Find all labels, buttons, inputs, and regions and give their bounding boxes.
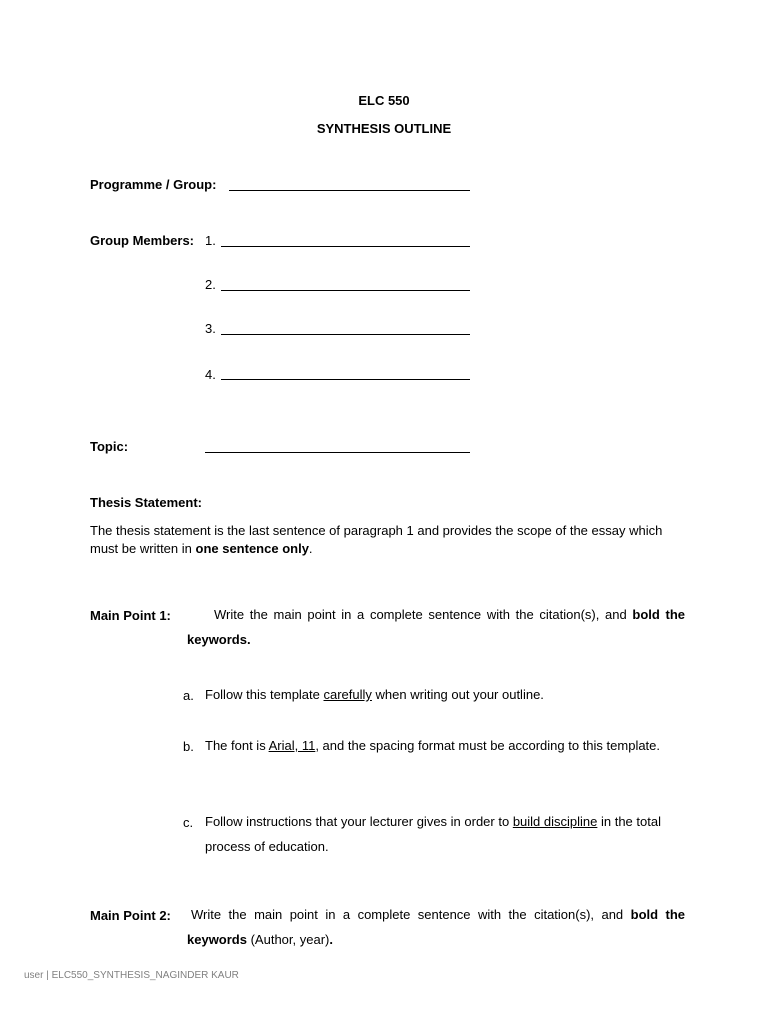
item-a-pre: Follow this template: [205, 687, 324, 702]
main-point-1-body: [187, 602, 685, 652]
member-number-2: 2.: [205, 277, 216, 292]
main-point-1-emphasis: bold the keywords.: [187, 607, 686, 647]
thesis-description: [90, 522, 675, 558]
item-b-marker: b.: [183, 739, 194, 754]
member-4-field-line[interactable]: [221, 379, 470, 380]
main-point-1-instruction: Write the main point in a complete sentence with the citation(s), and: [214, 607, 633, 622]
thesis-text: The thesis statement is the last sentence of paragraph 1 and provides the scope of the essay which must be written in: [90, 523, 663, 556]
item-c-marker: c.: [183, 815, 194, 830]
item-b-pre: The font is: [205, 738, 269, 753]
members-label: Group Members:: [90, 233, 195, 248]
main-point-2-emphasis: bold the keywords: [187, 907, 686, 947]
item-a-marker: a.: [183, 688, 194, 703]
main-point-2-label: Main Point 2:: [90, 908, 171, 923]
page-footer: user | ELC550_SYNTHESIS_NAGINDER KAUR: [24, 970, 239, 981]
main-point-1-label: Main Point 1:: [90, 608, 171, 623]
item-b-underlined: Arial, 11: [268, 738, 316, 753]
member-2-field-line[interactable]: [221, 290, 470, 291]
item-c-pre: Follow instructions that your lecturer gives in order to: [205, 814, 513, 829]
item-c-post: in the total process of education.: [205, 814, 661, 854]
thesis-heading: Thesis Statement:: [90, 495, 202, 510]
main-point-2-period: .: [329, 932, 333, 947]
member-1-field-line[interactable]: [221, 246, 470, 247]
main-point-2-instruction: Write the main point in a complete sentence with the citation(s), and: [191, 907, 631, 922]
topic-field-line[interactable]: [205, 452, 470, 453]
programme-field-line[interactable]: [229, 190, 470, 191]
member-number-1: 1.: [205, 233, 216, 248]
member-number-4: 4.: [205, 367, 216, 382]
member-number-3: 3.: [205, 321, 216, 336]
thesis-period: .: [308, 541, 313, 556]
item-a-post: when writing out your outline.: [371, 687, 544, 702]
topic-label: Topic:: [90, 439, 129, 454]
item-a-underlined: carefully: [323, 687, 372, 702]
thesis-emphasis: one sentence only: [195, 541, 309, 556]
item-c-underlined: build discipline: [512, 814, 598, 829]
course-code: ELC 550: [358, 93, 410, 108]
item-b-post: , and the spacing format must be according to this template.: [315, 738, 661, 753]
document-title: SYNTHESIS OUTLINE: [316, 121, 452, 136]
programme-label: Programme / Group:: [90, 177, 217, 192]
main-point-2-citation: (Author, year): [246, 932, 330, 947]
member-3-field-line[interactable]: [221, 334, 470, 335]
item-b-text: [205, 733, 677, 758]
item-a-text: [205, 682, 677, 707]
main-point-2-body: [187, 902, 685, 952]
item-c-text: [205, 809, 677, 859]
